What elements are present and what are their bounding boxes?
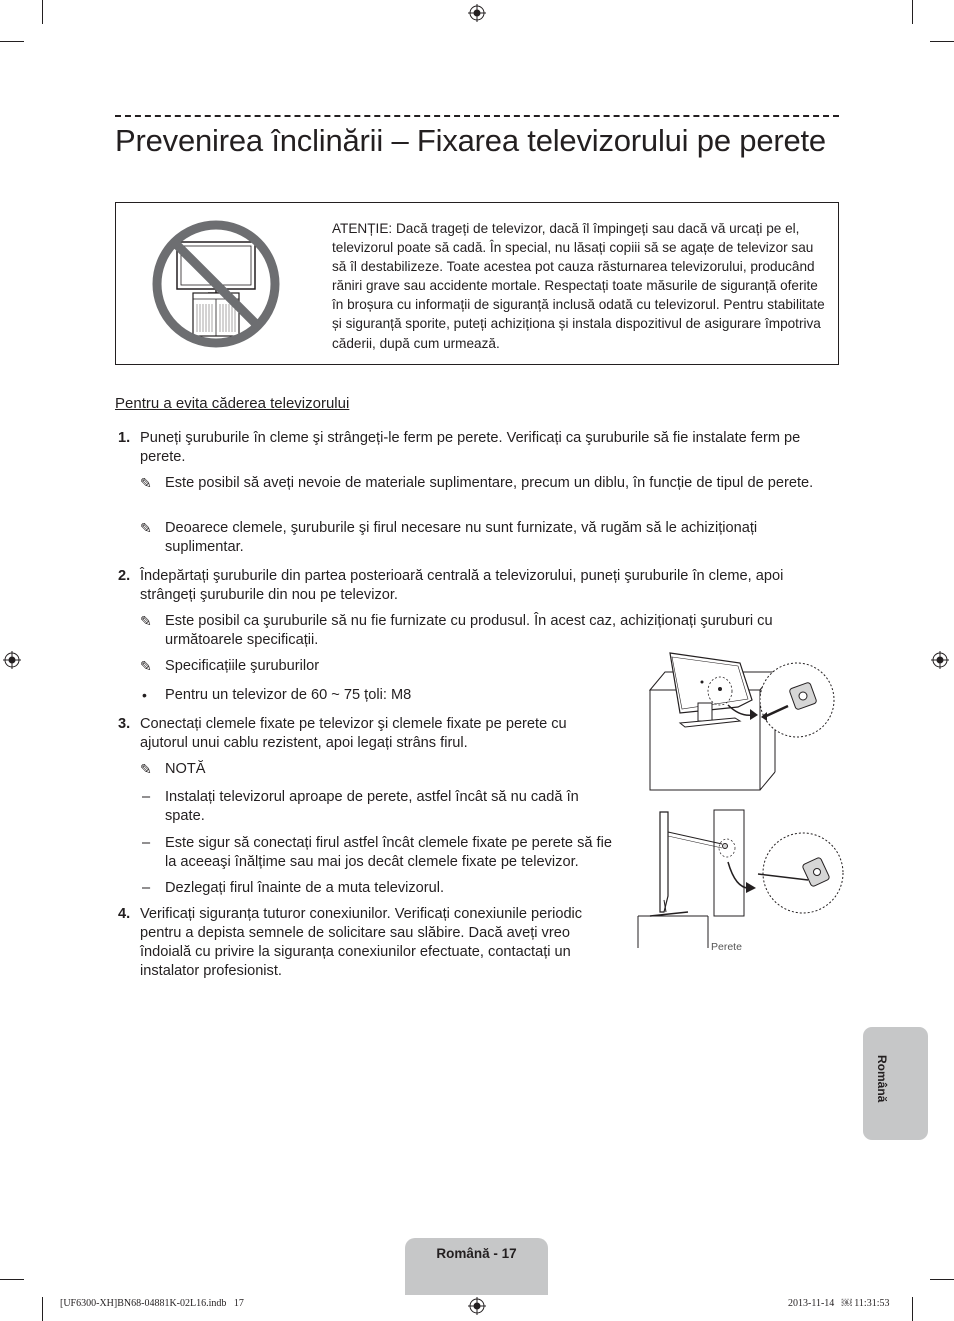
language-label: Română xyxy=(875,1055,889,1103)
step-number: 1. xyxy=(118,430,131,446)
dash-text: Instalați televizorul aproape de perete, astfel încât să nu cadă în spate. xyxy=(165,789,579,824)
step-text: Îndepărtați şuruburile din partea posterioară centrală a televizorului, puneți şuruburile în cleme, apoi strângeți şuruburile din nou pe televizor. xyxy=(140,568,784,603)
dash-text: Este sigur să conectați firul astfel încât clemele fixate pe perete să fie la aceeaşi înălțime sau mai jos decât clemele fixate pe televizor. xyxy=(165,835,612,870)
dash-text: Dezlegați firul înainte de a muta televizorul. xyxy=(165,880,445,896)
bullet-mark: • xyxy=(142,687,147,703)
pencil-note-icon: ✎ xyxy=(140,658,152,674)
no-tv-on-stand-icon xyxy=(150,218,282,350)
step-text: Conectați clemele fixate pe televizor şi clemele fixate pe perete cu ajutorul unui cablu rezistent, apoi legați strâns firul. xyxy=(140,716,567,751)
page-title: Prevenirea înclinării – Fixarea televizorului pe perete xyxy=(115,123,826,158)
note-text: Este posibil ca şuruburile să nu fie furnizate cu produsul. În acest caz, achiziționați şuruburi cu următoarele specificații. xyxy=(165,613,773,648)
registration-mark-icon xyxy=(468,1297,486,1315)
note-text: Deoarece clemele, şuruburile şi firul necesare nu sunt furnizate, vă rugăm să le achiziționați suplimentar. xyxy=(165,520,758,555)
note-text: Este posibil să aveți nevoie de materiale suplimentare, precum un diblu, în funcție de tipul de perete. xyxy=(165,475,814,491)
pencil-note-icon: ✎ xyxy=(140,520,152,536)
step-number: 2. xyxy=(118,568,131,584)
dash-mark: – xyxy=(142,880,151,896)
step-number: 4. xyxy=(118,906,131,922)
bullet-text: Pentru un televizor de 60 ~ 75 țoli: M8 xyxy=(165,687,412,703)
pencil-note-icon: ✎ xyxy=(140,475,152,491)
wall-label: Perete xyxy=(711,941,742,953)
header-rule xyxy=(115,115,839,117)
pencil-note-icon: ✎ xyxy=(140,761,152,777)
page-number-tab xyxy=(405,1238,548,1295)
registration-mark-icon xyxy=(931,651,949,669)
pencil-note-icon: ✎ xyxy=(140,613,152,629)
step-text: Puneți şuruburile în cleme şi strângeți-le ferm pe perete. Verificați ca şuruburile să fie instalate ferm pe perete. xyxy=(140,430,801,465)
warning-text: ATENȚIE: Dacă trageți de televizor, dacă îl împingeți sau dacă vă urcați pe el, televizorul poate să cadă. În special, nu lăsați copiii să se agațe de televizor sau să îl destabilizeze. Toate acestea pot cauza răsturnarea televizorului, producând răniri grave sau accidente mortale. Respectați toate măsurile de siguranță oferite în broșura cu informații de siguranță inclusă odată cu televizorul. Pentru stabilitate și siguranță sporite, puteți achiziționa și instala dispozitivul de asigurare împotriva căderii, după cum urmează. xyxy=(332,221,825,351)
footer-timestamp: 2013-11-14 ￼ 11:31:53 xyxy=(788,1298,890,1309)
dash-mark: – xyxy=(142,835,151,851)
registration-mark-icon xyxy=(3,651,21,669)
dash-mark: – xyxy=(142,789,151,805)
tv-wall-cable-illustration xyxy=(636,808,846,950)
registration-mark-icon xyxy=(468,4,486,22)
step-text: Verificați siguranța tuturor conexiunilor. Verificați conexiunile periodic pentru a depista semnele de solicitare sau slăbire. Dacă aveți vreo îndoială cu privire la siguranța conexiunilor efectuate, contactați un instalator profesionist. xyxy=(140,906,583,979)
footer-file-info: [UF6300-XH]BN68-04881K-02L16.indb 17 xyxy=(60,1298,244,1309)
note-text: Specificațiile şuruburilor xyxy=(165,658,320,674)
language-side-tab xyxy=(863,1027,928,1140)
step-number: 3. xyxy=(118,716,131,732)
section-heading: Pentru a evita căderea televizorului xyxy=(115,395,350,412)
note-text: NOTĂ xyxy=(165,761,206,777)
tv-back-bracket-illustration xyxy=(640,645,845,795)
page-number: Română - 17 xyxy=(436,1246,517,1261)
